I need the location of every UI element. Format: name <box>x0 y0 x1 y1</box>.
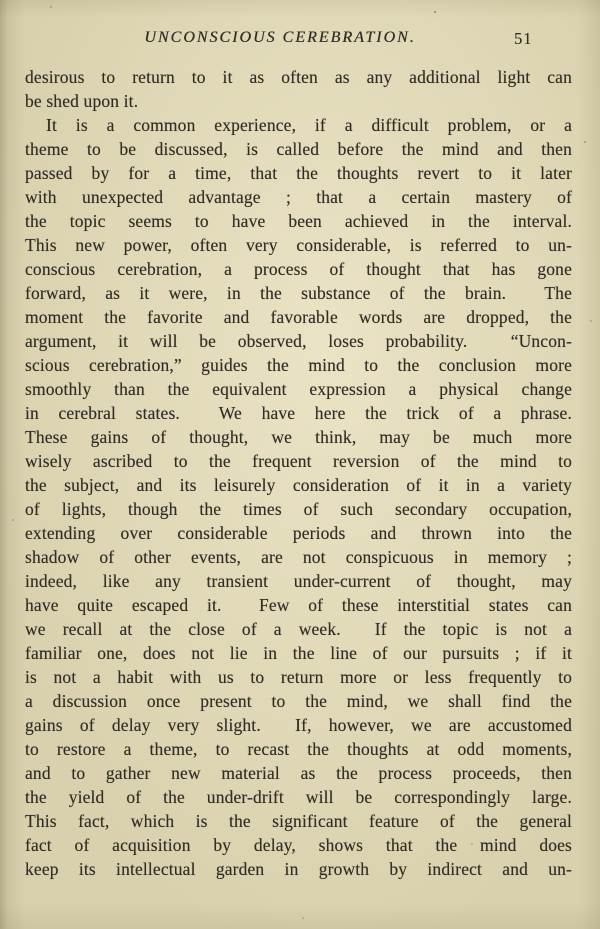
text-line: have quite escaped it. Few of these interstitial states can <box>25 595 572 615</box>
text-line: the topic seems to have been achieved in the interval. <box>25 211 572 231</box>
text-line: be shed upon it. <box>25 91 139 111</box>
text-line: shadow of other events, are not conspicuous in memory ; <box>25 547 572 567</box>
text-line: wisely ascribed to the frequent reversion of the mind to <box>25 451 572 471</box>
text-line: These gains of thought, we think, may be much more <box>25 427 572 447</box>
text-line: gains of delay very slight. If, however, we are accustomed <box>25 715 572 735</box>
text-line: the subject, and its leisurely consideration of it in a variety <box>25 475 572 495</box>
running-header-title: UNCONSCIOUS CEREBRATION. <box>144 29 416 46</box>
text-line: in cerebral states. We have here the trick of a phrase. <box>25 403 572 423</box>
text-line: of lights, though the times of such secondary occupation, <box>25 499 572 519</box>
text-line: desirous to return to it as often as any additional light can <box>25 67 572 87</box>
text-line: moment the favorite and favorable words are dropped, the <box>25 307 572 327</box>
running-header <box>0 29 600 51</box>
text-line: scious cerebration,” guides the mind to the conclusion more <box>25 355 572 375</box>
text-line: passed by for a time, that the thoughts revert to it later <box>25 163 572 183</box>
text-line: conscious cerebration, a process of thought that has gone <box>25 259 572 279</box>
page-number: 51 <box>514 29 533 48</box>
text-line: indeed, like any transient under-current of thought, may <box>25 571 572 591</box>
text-line: argument, it will be observed, loses probability. “Uncon- <box>25 331 572 351</box>
text-line: to restore a theme, to recast the thoughts at odd moments, <box>25 739 572 759</box>
text-line: and to gather new material as the process proceeds, then <box>25 763 572 783</box>
text-line: smoothly than the equivalent expression a physical change <box>25 379 572 399</box>
text-line: a discussion once present to the mind, we shall find the <box>25 691 572 711</box>
text-line: keep its intellectual garden in growth by indirect and un- <box>25 859 572 879</box>
text-line: the yield of the under-drift will be correspondingly large. <box>25 787 572 807</box>
text-line: with unexpected advantage ; that a certain mastery of <box>25 187 572 207</box>
text-line: is not a habit with us to return more or less frequently to <box>25 667 572 687</box>
text-line: This new power, often very considerable, is referred to un- <box>25 235 572 255</box>
text-line: fact of acquisition by delay, shows that the mind does <box>25 835 572 855</box>
scan-speck-marks <box>0 0 2 2</box>
text-block <box>25 65 572 881</box>
text-line: This fact, which is the significant feature of the general <box>25 811 572 831</box>
text-line: we recall at the close of a week. If the topic is not a <box>25 619 572 639</box>
text-line: familiar one, does not lie in the line of our pursuits ; if it <box>25 643 572 663</box>
text-line: extending over considerable periods and thrown into the <box>25 523 572 543</box>
text-line: It is a common experience, if a difficult problem, or a <box>46 115 572 135</box>
text-line: forward, as it were, in the substance of the brain. The <box>25 283 572 303</box>
text-line: theme to be discussed, is called before the mind and then <box>25 139 572 159</box>
